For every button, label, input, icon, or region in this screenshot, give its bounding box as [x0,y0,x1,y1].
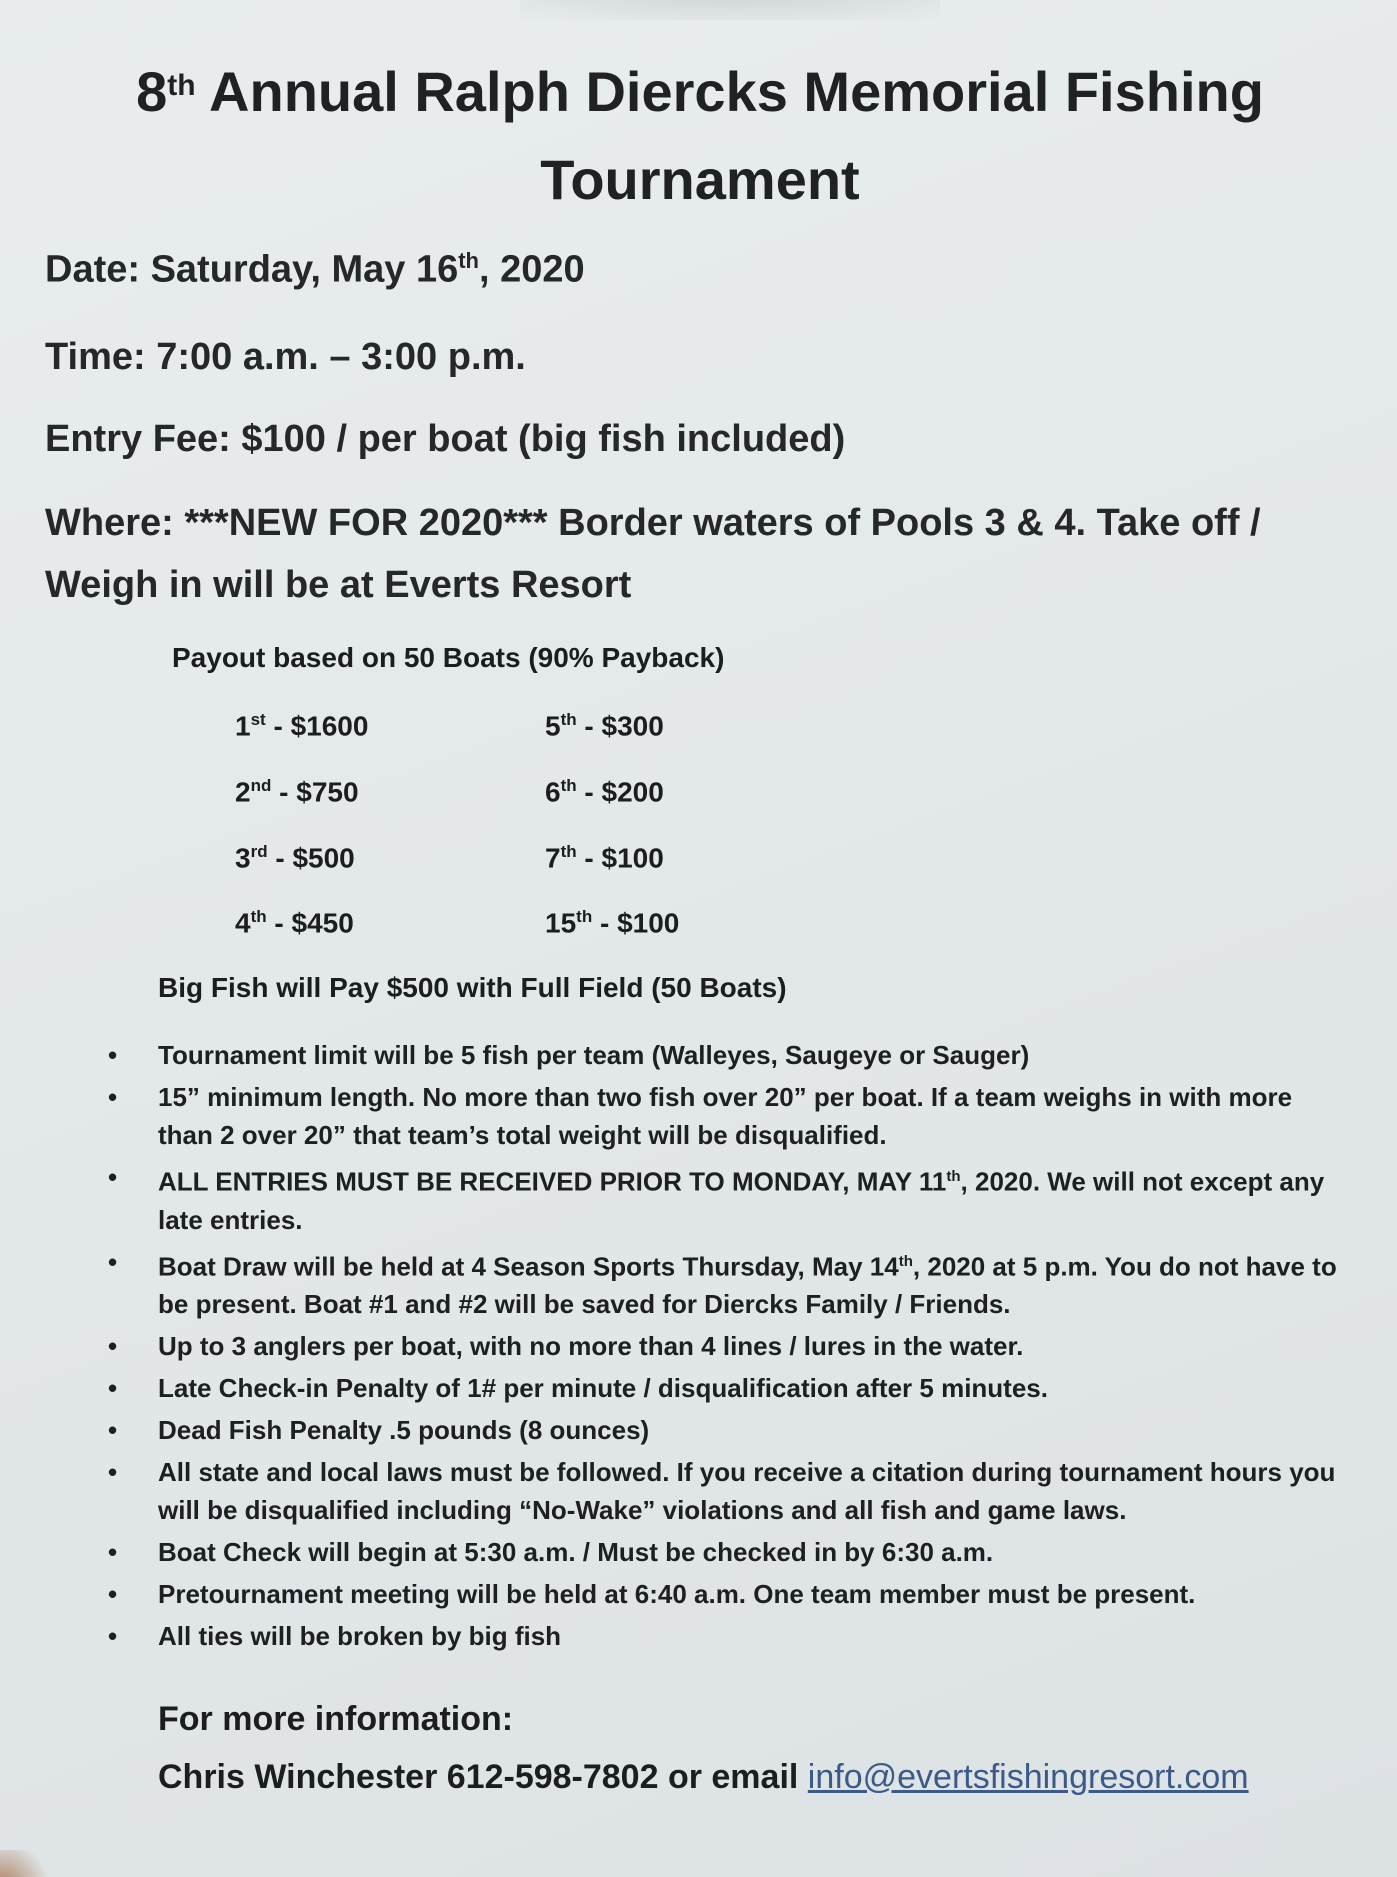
place-number: 1 [235,710,251,742]
title-line-1: Annual Ralph Diercks Memorial Fishing [195,60,1264,123]
rule-item [100,1243,1350,1324]
time-line: Time: 7:00 a.m. – 3:00 p.m. [45,336,526,378]
bullet-icon: • [108,1415,118,1446]
rule-text: Boat Draw will be held at 4 Season Sports Thursday, May 14 [158,1251,899,1282]
rule-text: Boat Check will begin at 5:30 a.m. / Must be checked in by 6:30 a.m. [158,1537,994,1568]
bullet-icon: • [108,1082,118,1112]
prize-amount: - $500 [267,842,355,874]
bullet-icon: • [108,1162,118,1192]
payout-item [235,776,359,808]
date-sup: th [458,248,479,273]
payout-item [545,776,664,808]
place-suffix: th [560,710,577,729]
date-text: Date: Saturday, May 16 [45,248,459,291]
date-line [45,248,585,292]
bullet-icon: • [108,1373,118,1404]
entry-fee-line: Entry Fee: $100 / per boat (big fish included) [45,418,846,460]
rule-text: Up to 3 anglers per boat, with no more than 4 lines / lures in the water. [158,1331,1024,1362]
payout-item [235,710,368,742]
where-line: Where: ***NEW FOR 2020*** Border waters of Pools 3 & 4. Take off / Weigh in will be at Everts Resort [45,502,1261,606]
rule-item [100,1369,1350,1407]
prize-amount: - $300 [576,710,664,742]
rule-item [100,1327,1350,1365]
place-suffix: th [576,907,593,926]
rule-item [100,1078,1350,1154]
email-link[interactable]: info@evertsfishingresort.com [807,1758,1249,1796]
bullet-icon: • [108,1246,118,1277]
prize-amount: - $1600 [265,710,369,742]
rules-list [100,1036,1350,1659]
rule-text: Dead Fish Penalty .5 pounds (8 ounces) [158,1415,650,1446]
place-suffix: th [560,776,577,795]
place-number: 2 [235,776,251,808]
rule-item [100,1453,1350,1529]
title-line-2: Tournament [540,148,860,211]
payout-item [545,907,679,939]
title-ordinal-suffix: th [167,69,196,102]
place-number: 5 [545,710,561,742]
rule-item [100,1158,1350,1239]
payout-item [235,907,354,939]
date-year: , 2020 [479,248,585,291]
prize-amount: - $100 [592,907,680,939]
rule-text: Late Check-in Penalty of 1# per minute / disqualification after 5 minutes. [158,1373,1048,1404]
rule-text: All ties will be broken by big fish [158,1621,562,1652]
rule-item [100,1617,1350,1655]
place-number: 3 [235,842,251,874]
payout-item [545,710,664,742]
place-suffix: st [250,710,266,729]
place-number: 15 [545,907,577,939]
bullet-icon: • [108,1579,118,1610]
finger-shadow [0,1850,60,1877]
rule-item [100,1533,1350,1571]
contact-line [158,1758,1249,1797]
place-suffix: nd [250,776,272,795]
rule-text: 15” minimum length. No more than two fish over 20” per boat. If a team weighs in with more than 2 over 20” that team’s total weight will be disqualified. [158,1082,1293,1150]
prize-amount: - $100 [576,842,664,874]
rule-item [100,1575,1350,1613]
prize-amount: - $750 [271,776,359,808]
flyer-title [60,48,1340,224]
bullet-icon: • [108,1331,118,1362]
place-suffix: rd [250,842,268,861]
rule-text-cont: , 2020 at 5 p.m. You do not have to be present. Boat #1 and #2 will be saved for Diercks Family / Friends. [158,1251,1337,1320]
big-fish-payout: Big Fish will Pay $500 with Full Field (50 Boats) [158,972,787,1003]
place-suffix: th [560,842,577,861]
rule-text: Tournament limit will be 5 fish per team (Walleyes, Saugeye or Sauger) [158,1040,1030,1070]
more-info-heading: For more information: [158,1700,514,1738]
bullet-icon: • [108,1040,118,1070]
rule-item [100,1036,1350,1074]
rule-text: ALL ENTRIES MUST BE RECEIVED PRIOR TO MONDAY, MAY 11 [158,1166,947,1197]
rule-text: Pretournament meeting will be held at 6:40 a.m. One team member must be present. [158,1579,1196,1610]
payout-title: Payout based on 50 Boats (90% Payback) [172,642,725,673]
place-suffix: th [250,907,267,926]
place-number: 6 [545,776,561,808]
contact-text: Chris Winchester 612-598-7802 or email [158,1758,808,1796]
rule-sup: th [898,1252,913,1270]
payout-item [235,842,355,874]
place-number: 7 [545,842,561,874]
rule-text-cont: , 2020. We will not except any late entries. [158,1166,1325,1235]
rule-sup: th [946,1168,961,1185]
prize-amount: - $450 [266,907,354,939]
title-ordinal: 8 [136,60,168,123]
bullet-icon: • [108,1621,118,1652]
rule-text: All state and local laws must be followed. If you receive a citation during tournament hours you will be disqualified including “No-Wake” violations and all fish and game laws. [158,1457,1336,1526]
place-number: 4 [235,907,251,939]
payout-item [545,842,664,874]
bullet-icon: • [108,1457,118,1488]
bullet-icon: • [108,1537,118,1568]
prize-amount: - $200 [576,776,664,808]
rule-item [100,1411,1350,1449]
shadow [520,0,940,20]
